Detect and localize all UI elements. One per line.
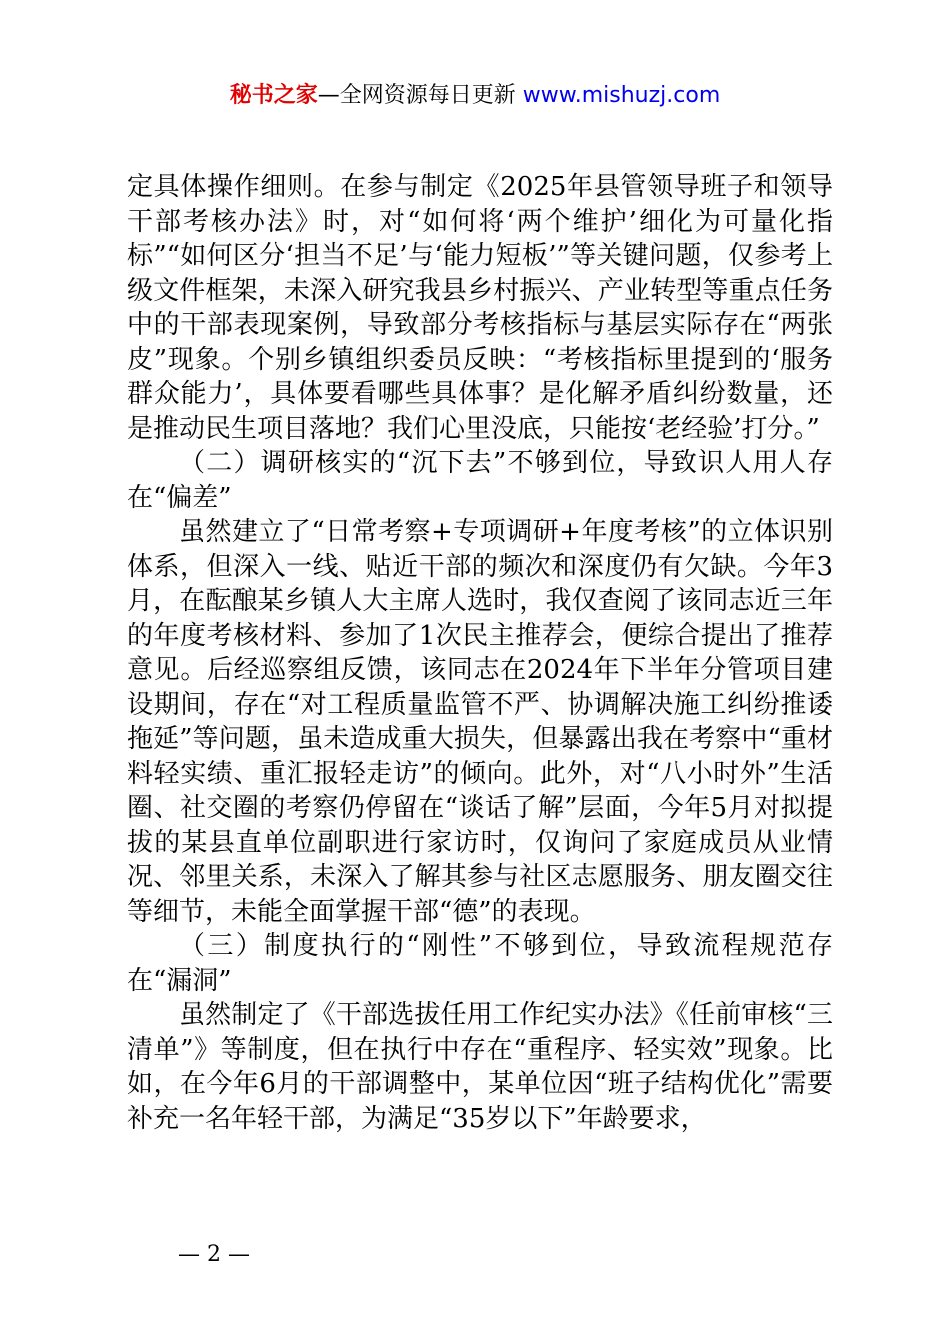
body-paragraph-3: 虽然制定了《干部选拔任用工作纪实办法》《任前审核“三清单”》等制度，但在执行中存在“重程序、轻实效”现象。比如，在今年6月的干部调整中，某单位因“班子结构优化”需要补充一名年轻干部，为满足“35岁以下”年龄要求， — [127, 1000, 833, 1134]
site-brand: 秘书之家 — [229, 83, 318, 108]
section-heading-3: （三）制度执行的“刚性”不够到位，导致流程规范存在“漏洞” — [127, 931, 833, 996]
site-url-link[interactable]: www.mishuzj.com — [522, 83, 721, 108]
page-number: — 2 — — [178, 1242, 250, 1267]
body-paragraph-2: 虽然建立了“日常考察+专项调研+年度考核”的立体识别体系，但深入一线、贴近干部的频次和深度仍有欠缺。今年3月，在酝酿某乡镇人大主席人选时，我仅查阅了该同志近三年的年度考核材料、参加了1次民主推荐会，便综合提出了推荐意见。后经巡察组反馈，该同志在2024年下半年分管项目建设期间，存在“对工程质量监管不严、协调解决施工纠纷推诿拖延”等问题，虽未造成重大损失，但暴露出我在考察中“重材料轻实绩、重汇报轻走访”的倾向。此外，对“八小时外”生活圈、社交圈的考察仍停留在“谈话了解”层面，今年5月对拟提拔的某县直单位副职进行家访时，仅询问了家庭成员从业情况、邻里关系，未深入了解其参与社区志愿服务、朋友圈交往等细节，未能全面掌握干部“德”的表现。 — [127, 517, 833, 927]
section-heading-2: （二）调研核实的“沉下去”不够到位，导致识人用人存在“偏差” — [127, 448, 833, 513]
body-paragraph-1: 定具体操作细则。在参与制定《2025年县管领导班子和领导干部考核办法》时，对“如何将‘两个维护’细化为可量化指标”“如何区分‘担当不足’与‘能力短板’”等关键问题，仅参考上级文件框架，未深入研究我县乡村振兴、产业转型等重点任务中的干部表现案例，导致部分考核指标与基层实际存在“两张皮”现象。个别乡镇组织委员反映：“考核指标里提到的‘服务群众能力’，具体要看哪些具体事？是化解矛盾纠纷数量，还是推动民生项目落地？我们心里没底，只能按‘老经验’打分。” — [127, 172, 833, 444]
site-header — [0, 80, 950, 112]
document-body — [127, 170, 833, 1136]
site-tagline: —全网资源每日更新 — [317, 83, 523, 108]
